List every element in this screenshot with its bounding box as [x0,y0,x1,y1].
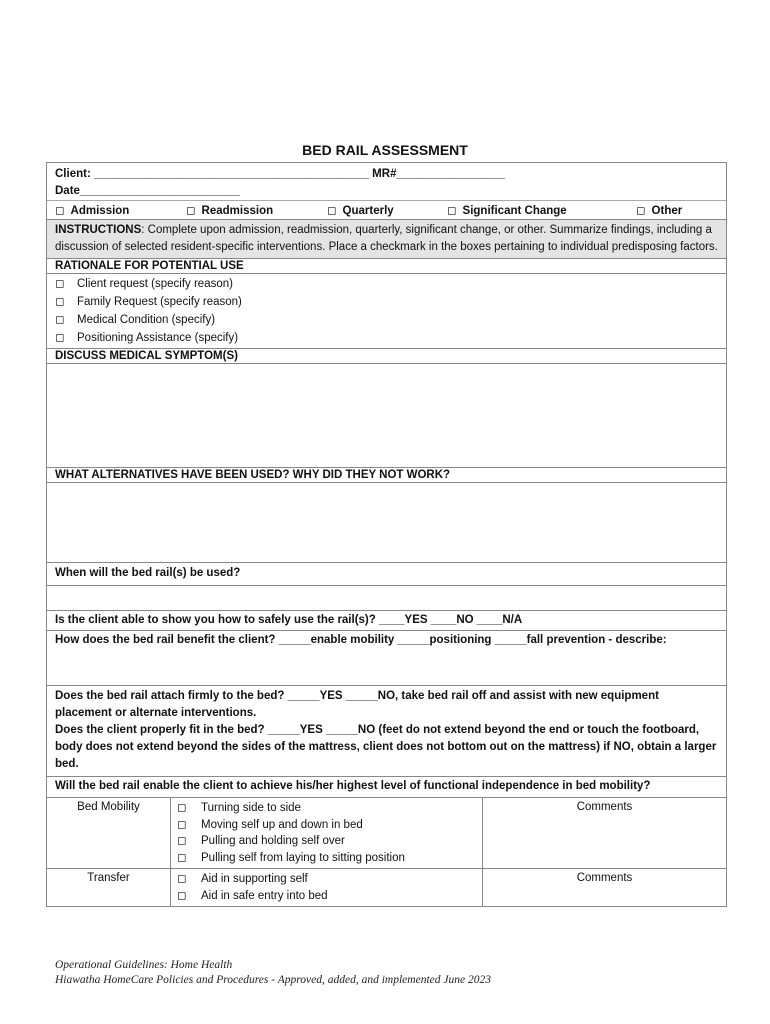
instructions-block [47,220,726,259]
list-item[interactable]: ◻ Aid in supporting self [177,871,476,888]
checkbox-icon[interactable]: ◻ [55,314,65,326]
checkbox-icon[interactable]: ◻ [55,296,65,308]
date-line[interactable]: Date_________________________ [55,185,240,197]
footer-line-2: Hiawatha HomeCare Policies and Procedures - Approved, added, and implemented June 2023 [55,974,491,986]
list-item[interactable]: ◻ Client request (specify reason) [55,275,718,293]
when-used-field[interactable] [47,586,726,611]
list-item[interactable]: ◻ Moving self up and down in bed [177,817,476,834]
checkbox-icon[interactable]: ◻ [177,851,187,864]
benefit-question[interactable]: How does the bed rail benefit the client? _____enable mobility _____positioning _____fall prevention - describe: [47,631,726,686]
checkbox-icon[interactable]: ◻ [636,205,646,217]
footer-line-1: Operational Guidelines: Home Health [55,959,233,971]
quarterly-option[interactable]: ◻ Quarterly [327,205,394,217]
alternatives-heading: WHAT ALTERNATIVES HAVE BEEN USED? WHY DID THEY NOT WORK? [47,468,726,483]
rationale-list [47,274,726,349]
list-item[interactable]: ◻ Aid in safe entry into bed [177,888,476,905]
readmission-option[interactable]: ◻ Readmission [186,205,274,217]
bed-mobility-label: Bed Mobility [47,798,171,869]
bed-mobility-comments[interactable]: Comments [483,798,726,869]
list-item[interactable]: ◻ Pulling self from laying to sitting position [177,850,476,867]
list-item[interactable]: ◻ Medical Condition (specify) [55,311,718,329]
transfer-label: Transfer [47,869,171,906]
medical-symptoms-field[interactable] [47,364,726,468]
client-mr-line[interactable]: Client: ___________________________________________ MR#_________________ [55,168,506,180]
client-info-block [47,163,726,201]
medical-symptoms-heading: DISCUSS MEDICAL SYMPTOM(S) [47,349,726,364]
checkbox-icon[interactable]: ◻ [55,278,65,290]
list-item[interactable]: ◻ Positioning Assistance (specify) [55,329,718,347]
page-footer [55,958,491,988]
page-title: BED RAIL ASSESSMENT [302,142,468,158]
transfer-items [171,869,483,906]
bed-mobility-items [171,798,483,869]
checkbox-icon[interactable]: ◻ [177,818,187,831]
checkbox-icon[interactable]: ◻ [447,205,457,217]
rationale-heading: RATIONALE FOR POTENTIAL USE [47,259,726,274]
transfer-comments[interactable]: Comments [576,872,633,884]
significant-change-option[interactable]: ◻ Significant Change [447,205,567,217]
checkbox-icon[interactable]: ◻ [177,802,187,814]
checkbox-icon[interactable]: ◻ [177,889,187,902]
other-option[interactable]: ◻ Other [636,205,683,217]
checkbox-icon[interactable]: ◻ [55,205,65,217]
mobility-table [47,798,726,907]
fit-question[interactable]: Does the client properly fit in the bed? _____YES _____NO (feet do not extend beyond the end or touch the footboard, body does not extend beyond the sides of the mattress, client does not bottom out on the mattress) if NO, obtain a larger bed. [47,722,726,777]
list-item[interactable]: ◻ Family Request (specify reason) [55,293,718,311]
list-item[interactable]: ◻ Pulling and holding self over [177,833,476,850]
alternatives-field[interactable] [47,483,726,563]
assessment-form [46,162,727,907]
admission-option[interactable]: ◻ Admission [55,205,130,217]
instructions-text: : Complete upon admission, readmission, quarterly, significant change, or other. Summarize findings, including a discussion of selected resident-specific interventions. Place a checkmark in the boxes pertaining to individual predisposing factors. [55,224,718,253]
independence-question: Will the bed rail enable the client to achieve his/her highest level of functional independence in bed mobility? [47,777,726,798]
checkbox-icon[interactable]: ◻ [177,835,187,847]
attach-question[interactable]: Does the bed rail attach firmly to the bed? _____YES _____NO, take bed rail off and assist with new equipment placement or alternate interventions. [55,690,659,719]
safe-use-question[interactable]: Is the client able to show you how to safely use the rail(s)? ____YES ____NO ____N/A [47,611,726,631]
checkbox-icon[interactable]: ◻ [177,873,187,885]
list-item[interactable]: ◻ Turning side to side [177,800,476,817]
checkbox-icon[interactable]: ◻ [186,205,196,217]
instructions-label: INSTRUCTIONS [55,224,142,236]
checkbox-icon[interactable]: ◻ [55,332,65,344]
checkbox-icon[interactable]: ◻ [327,205,337,217]
when-used-question: When will the bed rail(s) be used? [47,563,726,586]
assessment-type-row [47,201,726,220]
